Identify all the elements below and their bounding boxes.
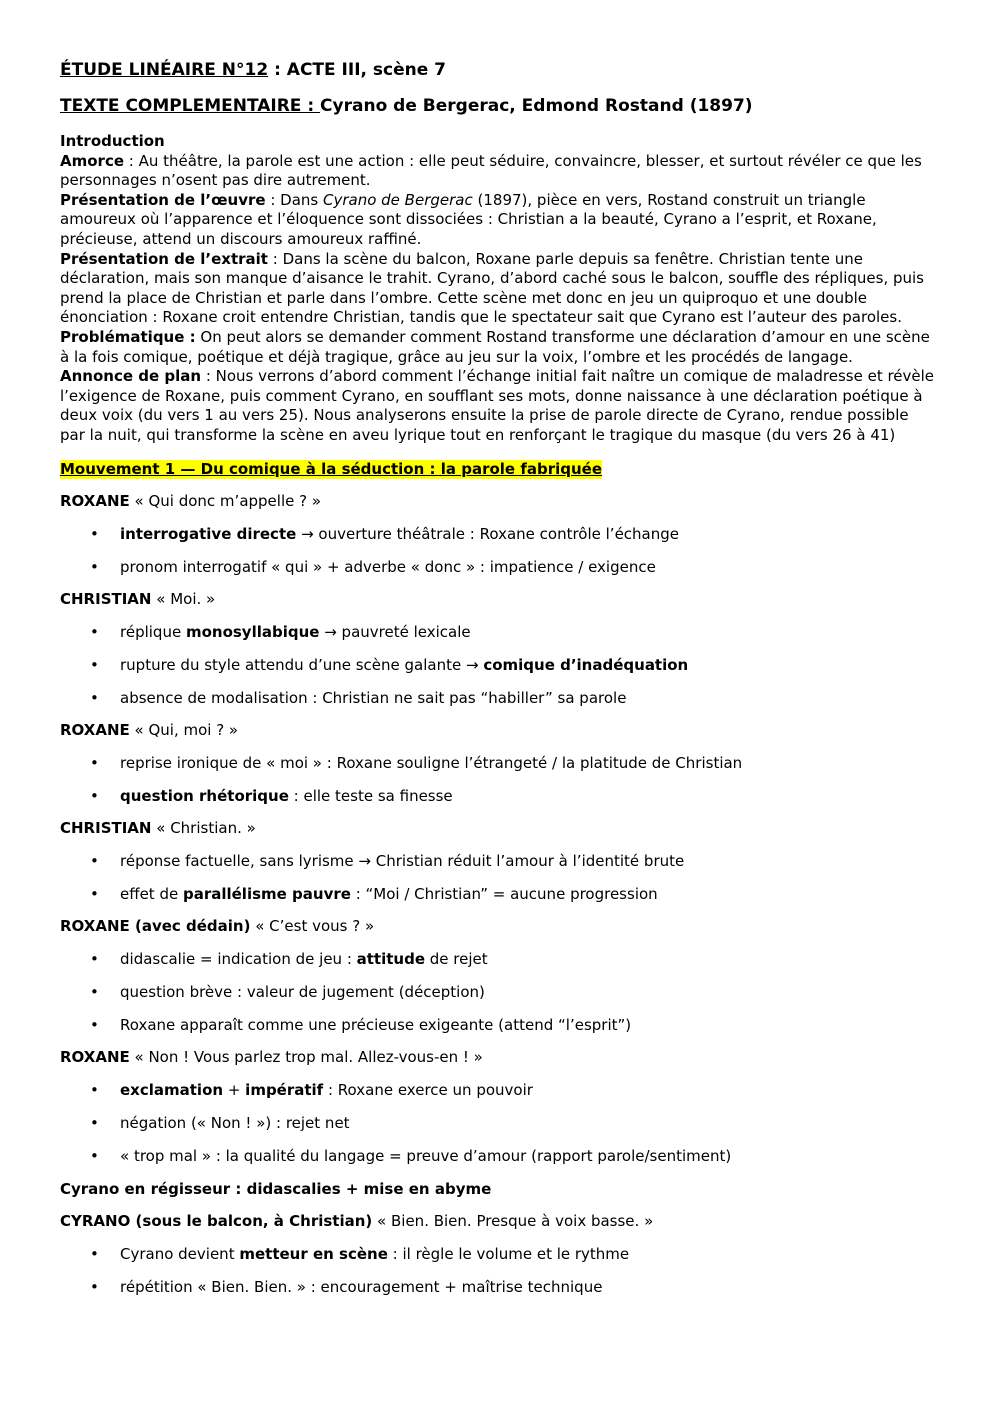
key-term: attitude <box>356 949 426 968</box>
quote: « Qui donc m’appelle ? » <box>129 491 322 510</box>
key-term: monosyllabique <box>185 622 320 641</box>
key-term: question rhétorique <box>120 786 289 805</box>
document-subtitle <box>60 96 935 116</box>
speech-line <box>60 721 935 740</box>
item-text: → ouverture théâtrale : Roxane contrôle l’échange <box>296 524 680 543</box>
list-item <box>60 1016 935 1035</box>
extrait-paragraph <box>60 250 935 328</box>
item-text: répétition « Bien. Bien. » : encouragement + maîtrise technique <box>120 1277 603 1296</box>
key-term: comique d’inadéquation <box>483 655 689 674</box>
item-text: réponse factuelle, sans lyrisme → Christian réduit l’amour à l’identité brute <box>120 851 685 870</box>
speech-line <box>60 1048 935 1067</box>
plan-label: Annonce de plan <box>60 367 202 386</box>
list-item <box>60 558 935 577</box>
item-text: absence de modalisation : Christian ne sait pas “habiller” sa parole <box>120 688 627 707</box>
analysis-list <box>60 754 935 806</box>
speaker: ROXANE (avec dédain) <box>60 916 251 935</box>
analysis-list <box>60 525 935 577</box>
quote: « Qui, moi ? » <box>129 720 239 739</box>
item-text: rupture du style attendu d’une scène galante → <box>120 655 484 674</box>
amorce-label: Amorce <box>60 151 125 170</box>
introduction <box>60 132 935 446</box>
extrait-text: : Dans la scène du balcon, Roxane parle depuis sa fenêtre. Christian tente une déclaration, mais son manque d’aisance le trahit. Cyrano, d’abord caché sous le balcon, souffle des répliques, puis prend la place de Christian et parle dans l’ombre. Cette scène met donc en jeu un quiproquo et une double énonciation : Roxane croit entendre Christian, tandis que le spectateur sait que Cyrano est l’auteur des paroles. <box>60 249 925 327</box>
item-text: : Roxane exerce un pouvoir <box>323 1080 533 1099</box>
item-text: de rejet <box>425 949 488 968</box>
list-item <box>60 525 935 544</box>
oeuvre-label: Présentation de l’œuvre <box>60 190 266 209</box>
list-item <box>60 852 935 871</box>
subtitle-rest: Cyrano de Bergerac, Edmond Rostand (1897) <box>320 96 753 116</box>
list-item <box>60 950 935 969</box>
analysis-list <box>60 852 935 904</box>
amorce-text: : Au théâtre, la parole est une action : elle peut séduire, convaincre, blesser, et surtout révéler ce que les personnages n’osent pas dire autrement. <box>60 151 922 190</box>
key-term: exclamation <box>120 1080 224 1099</box>
oeuvre-text-a: : Dans <box>265 190 323 209</box>
key-term: impératif <box>245 1080 324 1099</box>
item-text: réplique <box>120 622 186 641</box>
oeuvre-title: Cyrano de Bergerac <box>323 190 473 209</box>
item-text: effet de <box>120 884 183 903</box>
amorce-paragraph <box>60 152 935 191</box>
list-item <box>60 1081 935 1100</box>
speech-line <box>60 1212 935 1231</box>
problematique-paragraph <box>60 328 935 367</box>
list-item <box>60 1147 935 1166</box>
list-item <box>60 983 935 1002</box>
item-text: : “Moi / Christian” = aucune progression <box>350 884 658 903</box>
speaker: CHRISTIAN <box>60 589 152 608</box>
speech-line <box>60 819 935 838</box>
speaker: ROXANE <box>60 720 130 739</box>
item-text: → pauvreté lexicale <box>319 622 471 641</box>
speaker: CHRISTIAN <box>60 818 152 837</box>
movement-heading-wrapper <box>60 446 935 479</box>
speech-line <box>60 590 935 609</box>
analysis-list <box>60 1081 935 1166</box>
key-term: metteur en scène <box>239 1244 388 1263</box>
document-page <box>60 60 935 1297</box>
quote: « Bien. Bien. Presque à voix basse. » <box>372 1211 654 1230</box>
list-item <box>60 885 935 904</box>
speaker: ROXANE <box>60 491 130 510</box>
speech-line <box>60 492 935 511</box>
problematique-text: On peut alors se demander comment Rostand transforme une déclaration d’amour en une scène à la fois comique, poétique et déjà tragique, grâce au jeu sur la voix, l’ombre et les procédés de langage. <box>60 327 930 366</box>
item-text: question brève : valeur de jugement (déception) <box>120 982 485 1001</box>
analysis-list <box>60 1245 935 1297</box>
item-text: négation (« Non ! ») : rejet net <box>120 1113 350 1132</box>
plan-paragraph <box>60 367 935 445</box>
item-text: Roxane apparaît comme une précieuse exigeante (attend “l’esprit”) <box>120 1015 632 1034</box>
item-text: didascalie = indication de jeu : <box>120 949 357 968</box>
item-text: Cyrano devient <box>120 1244 240 1263</box>
item-text: + <box>223 1080 246 1099</box>
list-item <box>60 1278 935 1297</box>
item-text: : il règle le volume et le rythme <box>387 1244 630 1263</box>
subtitle-underlined: TEXTE COMPLEMENTAIRE : <box>60 96 321 116</box>
speech-line <box>60 917 935 936</box>
quote: « C’est vous ? » <box>250 916 375 935</box>
key-term: interrogative directe <box>120 524 297 543</box>
list-item <box>60 787 935 806</box>
oeuvre-paragraph <box>60 191 935 250</box>
item-text: reprise ironique de « moi » : Roxane souligne l’étrangeté / la platitude de Christian <box>120 753 743 772</box>
list-item <box>60 1245 935 1264</box>
analysis-list <box>60 623 935 708</box>
list-item <box>60 623 935 642</box>
oeuvre-text-b: (1897), pièce en vers, Rostand construit un triangle amoureux où l’apparence et l’éloquence sont dissociées : Christian a la beauté, Cyrano a l’esprit, et Roxane, précieuse, attend un discours amoureux raffiné. <box>60 190 877 248</box>
quote: « Moi. » <box>151 589 216 608</box>
problematique-label: Problématique : <box>60 327 196 346</box>
extrait-label: Présentation de l’extrait <box>60 249 268 268</box>
list-item <box>60 1114 935 1133</box>
analysis-list <box>60 950 935 1035</box>
quote: « Non ! Vous parlez trop mal. Allez-vous-en ! » <box>129 1047 483 1066</box>
list-item <box>60 754 935 773</box>
title-underlined: ÉTUDE LINÉAIRE N°12 <box>60 60 269 80</box>
sub-heading: Cyrano en régisseur : didascalies + mise en abyme <box>60 1179 492 1198</box>
key-term: parallélisme pauvre <box>182 884 351 903</box>
list-item <box>60 656 935 675</box>
plan-text: : Nous verrons d’abord comment l’échange initial fait naître un comique de maladresse et révèle l’exigence de Roxane, puis comment Cyrano, en soufflant ses mots, donne naissance à une déclaration poétique à deux voix (du vers 1 au vers 25). Nous analyserons ensuite la prise de parole directe de Cyrano, rendue possible par la nuit, qui transforme la scène en aveu lyrique tout en renforçant le tragique du masque (du vers 26 à 41) <box>60 367 935 444</box>
title-rest: : ACTE III, scène 7 <box>268 60 447 80</box>
item-text: pronom interrogatif « qui » + adverbe « donc » : impatience / exigence <box>120 557 656 576</box>
quote: « Christian. » <box>151 818 256 837</box>
movement-1-heading: Mouvement 1 — Du comique à la séduction : la parole fabriquée <box>60 459 602 478</box>
speaker: CYRANO (sous le balcon, à Christian) <box>60 1211 373 1230</box>
item-text: : elle teste sa finesse <box>288 786 453 805</box>
document-title <box>60 60 935 80</box>
item-text: « trop mal » : la qualité du langage = preuve d’amour (rapport parole/sentiment) <box>120 1146 732 1165</box>
list-item <box>60 689 935 708</box>
introduction-heading: Introduction <box>60 132 165 150</box>
speaker: ROXANE <box>60 1047 130 1066</box>
